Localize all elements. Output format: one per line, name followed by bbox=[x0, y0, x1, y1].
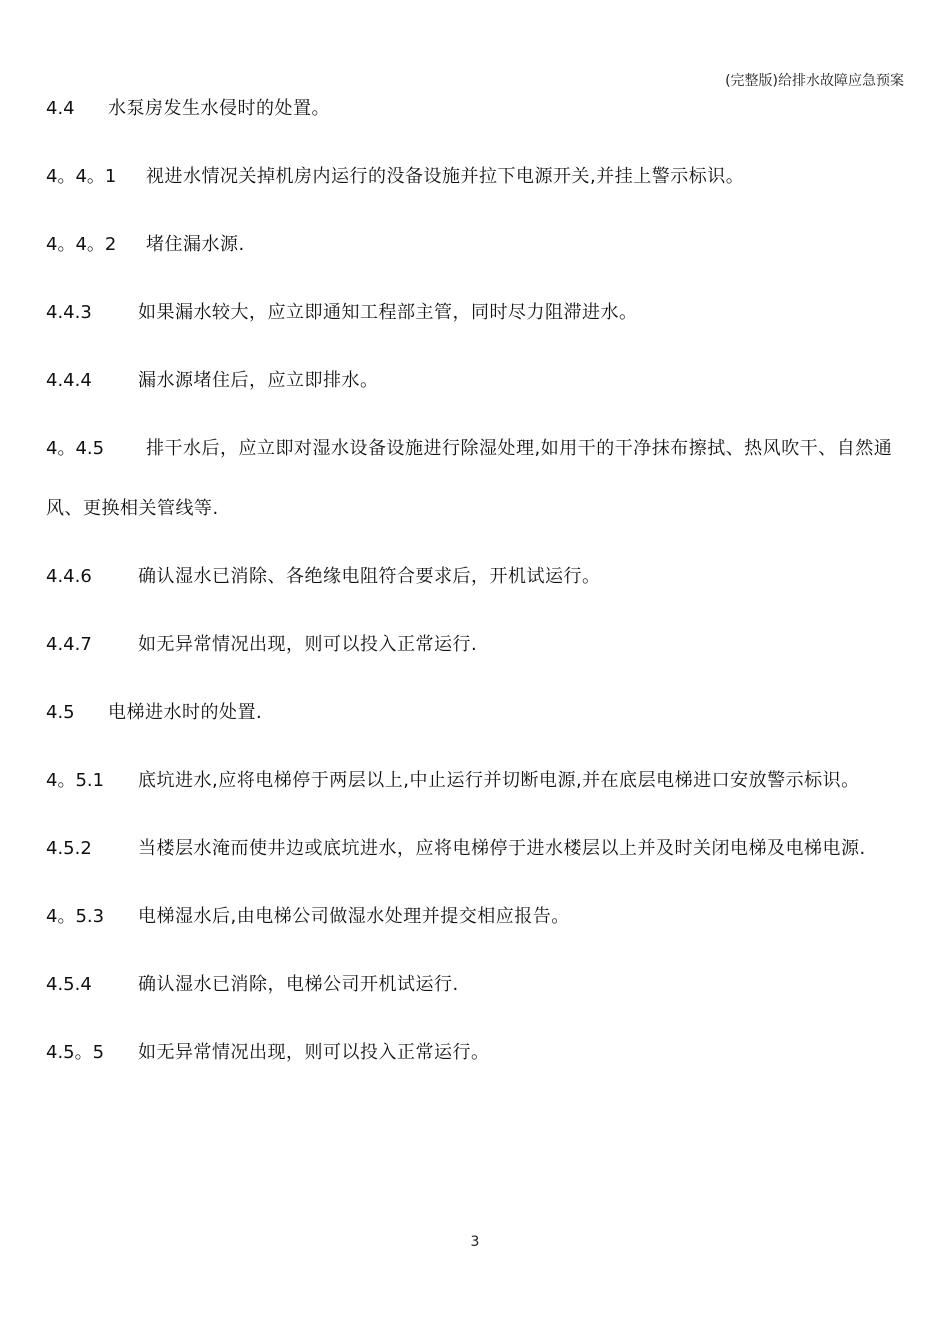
section-number: 4.5.4 bbox=[46, 974, 92, 995]
paragraph-4-5 bbox=[46, 696, 908, 730]
paragraph-4-4 bbox=[46, 92, 908, 126]
paragraph-text: 堵住漏水源. bbox=[146, 234, 245, 255]
section-number: 4.4.4 bbox=[46, 370, 92, 391]
paragraph-text: 电梯进水时的处置. bbox=[108, 702, 263, 723]
paragraph-text: 如果漏水较大，应立即通知工程部主管，同时尽力阻滞进水。 bbox=[138, 302, 638, 323]
paragraph-text: 水泵房发生水侵时的处置。 bbox=[108, 98, 330, 119]
section-number: 4。5.3 bbox=[46, 906, 105, 927]
paragraph-4-5-2 bbox=[46, 819, 908, 879]
paragraph-4-4-1 bbox=[46, 160, 908, 194]
paragraph-text: 排干水后，应立即对湿水设备设施进行除湿处理,如用干的干净抹布擦拭、热风吹干、自然通风、更换相关管线等. bbox=[46, 438, 893, 519]
paragraph-text: 漏水源堵住后，应立即排水。 bbox=[138, 370, 379, 391]
paragraph-4-4-6 bbox=[46, 560, 908, 594]
document-body bbox=[46, 92, 908, 1104]
paragraph-4-4-2 bbox=[46, 228, 908, 262]
section-number: 4。4。2 bbox=[46, 234, 117, 255]
paragraph-4-4-4 bbox=[46, 364, 908, 398]
paragraph-4-4-7 bbox=[46, 628, 908, 662]
page-number: 3 bbox=[470, 1234, 480, 1250]
paragraph-text: 电梯湿水后,由电梯公司做湿水处理并提交相应报告。 bbox=[138, 906, 570, 927]
section-number: 4.4 bbox=[46, 98, 75, 119]
paragraph-4-5-1 bbox=[46, 751, 908, 811]
section-number: 4。4。1 bbox=[46, 166, 117, 187]
paragraph-text: 底坑进水,应将电梯停于两层以上,中止运行并切断电源,并在底层电梯进口安放警示标识。 bbox=[138, 770, 860, 791]
paragraph-4-4-5 bbox=[46, 419, 908, 539]
section-number: 4。5.1 bbox=[46, 770, 105, 791]
paragraph-text: 确认湿水已消除、各绝缘电阻符合要求后，开机试运行。 bbox=[138, 566, 601, 587]
section-number: 4.5 bbox=[46, 702, 75, 723]
section-number: 4.5。5 bbox=[46, 1042, 105, 1063]
section-number: 4。4.5 bbox=[46, 438, 105, 459]
paragraph-text: 视进水情况关掉机房内运行的没备设施并拉下电源开关,并挂上警示标识。 bbox=[146, 166, 745, 187]
paragraph-4-5-4 bbox=[46, 968, 908, 1002]
paragraph-4-5-3 bbox=[46, 900, 908, 934]
section-number: 4.4.7 bbox=[46, 634, 92, 655]
section-number: 4.5.2 bbox=[46, 838, 92, 859]
paragraph-text: 如无异常情况出现，则可以投入正常运行. bbox=[138, 634, 478, 655]
paragraph-text: 如无异常情况出现，则可以投入正常运行。 bbox=[138, 1042, 490, 1063]
section-number: 4.4.3 bbox=[46, 302, 92, 323]
paragraph-text: 当楼层水淹而使井边或底坑进水，应将电梯停于进水楼层以上并及时关闭电梯及电梯电源. bbox=[138, 838, 866, 859]
paragraph-4-5-5 bbox=[46, 1036, 908, 1070]
section-number: 4.4.6 bbox=[46, 566, 92, 587]
paragraph-4-4-3 bbox=[46, 296, 908, 330]
paragraph-text: 确认湿水已消除，电梯公司开机试运行. bbox=[138, 974, 459, 995]
document-header-title: (完整版)给排水故障应急预案 bbox=[725, 73, 904, 89]
